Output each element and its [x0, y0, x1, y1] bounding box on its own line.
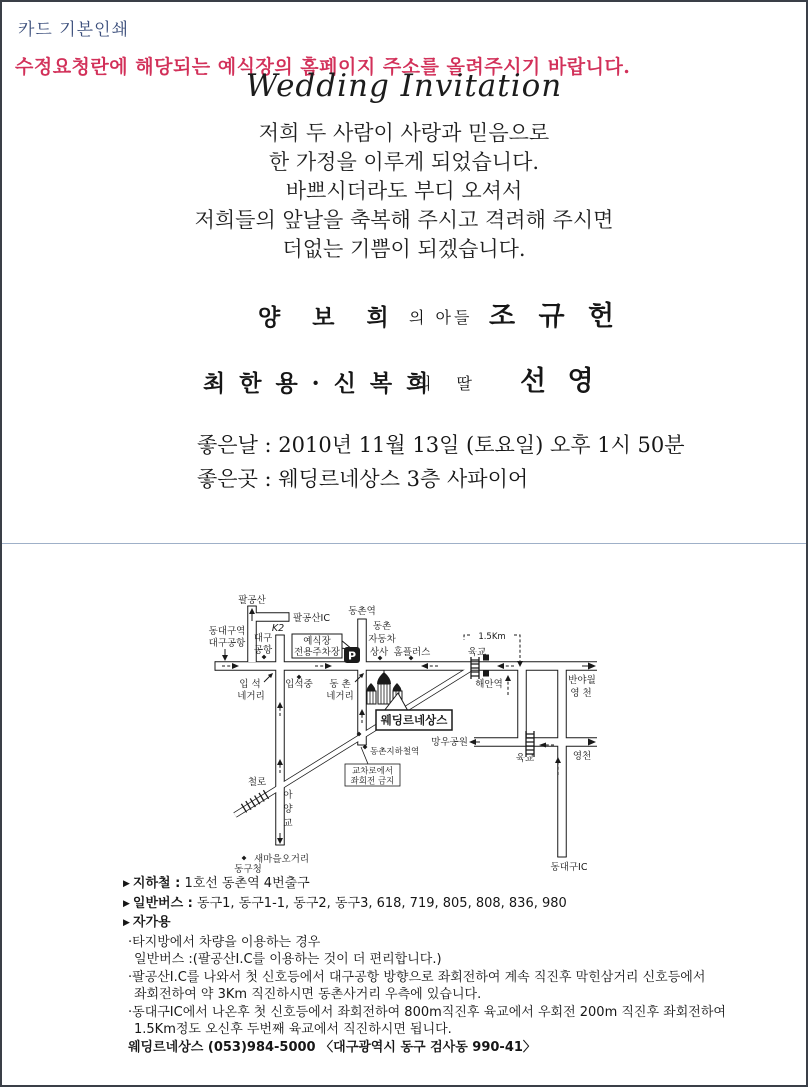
label-banyawol: 반야월	[568, 675, 596, 686]
message-line: 더없는 기쁨이 되겠습니다.	[282, 237, 526, 261]
groom-relation: 의 아들	[409, 308, 473, 327]
message-line: 바쁘시더라도 부디 오셔서	[285, 179, 523, 203]
bus-direction	[123, 896, 783, 912]
map-labels	[209, 594, 596, 875]
wedding-venue-line: 좋은곳 : 웨딩르네상스 3층 사파이어	[197, 467, 529, 491]
landmark-square	[483, 671, 489, 677]
bride-relation: 의 딸	[416, 374, 482, 393]
venue-label: 웨딩르네상스	[380, 713, 448, 727]
label-dongdaegu-ic: 동대구IC	[550, 862, 588, 873]
car-note: ·동대구IC에서 나온후 첫 신호등에서 좌회전하여 800m직진후 육교에서 우회전 200m 직진후 좌회전하여	[128, 1004, 726, 1020]
map-roads	[215, 606, 597, 857]
label-haean-station: 해안역	[475, 679, 503, 690]
car-note: 좌회전하여 약 3Km 직진하시면 동촌사거리 우측에 있습니다.	[134, 987, 482, 1002]
overpass-icon-1	[471, 657, 479, 679]
list-marker-icon: ▶	[123, 898, 130, 909]
label-homeplus: 홈플러스	[393, 647, 431, 658]
car-notes	[128, 935, 783, 1038]
label-overpass-2: 육교	[515, 753, 535, 764]
label-dongchon-station: 동촌역	[348, 606, 376, 617]
road-network-casing	[215, 606, 597, 857]
page-title: 카드 기본인쇄	[18, 20, 129, 40]
groom-name: 조 규 헌	[489, 301, 622, 332]
label-dongchon-cross-2: 네거리	[326, 691, 354, 702]
bride-parents: 최 한 용 · 신 복 희	[203, 370, 432, 397]
venue-contact: 웨딩르네상스 (053)984-5000 〈대구광역시 동구 검사동 990-41〉	[128, 1039, 536, 1055]
directions	[123, 876, 783, 1055]
groom-parents: 양 보 희	[258, 304, 401, 331]
label-ayang-3: 교	[283, 818, 293, 829]
car-direction	[123, 915, 783, 931]
label-ipseok-2: 네거리	[237, 691, 265, 702]
section-divider	[2, 543, 806, 544]
car-note: ·팔공산I.C를 나와서 첫 신호등에서 대구공항 방향으로 좌회전하여 계속 직진후 막힌삼거리 신호등에서	[128, 969, 706, 985]
subway-value: 1호선 동촌역 4번출구	[184, 876, 310, 891]
road-network-surface	[215, 606, 597, 857]
label-saemaeul: 새마을오거리	[254, 854, 310, 865]
parking-label-1: 예식장	[303, 636, 331, 647]
label-mangwoo-park: 망우공원	[431, 737, 468, 748]
edit-request-notice: 수정요청란에 해당되는 예식장의 홈페이지 주소를 올려주시기 바랍니다.	[15, 56, 631, 78]
bride-name: 선 영	[520, 366, 600, 397]
car-note: 1.5Km정도 오신후 두번째 육교에서 직진하시면 됩니다.	[134, 1022, 452, 1037]
bus-label: 일반버스 :	[132, 895, 193, 911]
label-overpass-1: 육교	[467, 647, 487, 658]
label-daegu: 대구	[253, 633, 273, 644]
car-label: 자가용	[132, 915, 171, 930]
car-note: 일반버스 :(팔공산I.C를 이용하는 것이 더 편리합니다.)	[134, 952, 442, 967]
label-palgongsan: 팔공산	[238, 595, 266, 606]
label-donggu-office: 동구청	[234, 864, 262, 875]
label-sangsa: 상사	[369, 647, 389, 658]
parking-label-2: 전용주차장	[294, 647, 340, 658]
svg-text:좌회전 금지: 좌회전 금지	[350, 776, 395, 787]
label-k2: K2	[271, 623, 285, 634]
label-railroad: 철로	[247, 777, 267, 788]
label-daegu-airport: 대구공항	[208, 638, 246, 649]
list-marker-icon: ▶	[123, 879, 130, 889]
label-distance: 1.5Km	[478, 632, 506, 642]
svg-text:교차로에서: 교차로에서	[351, 766, 394, 777]
label-ayang-2: 양	[283, 804, 293, 815]
callout-line	[361, 747, 368, 764]
bus-value: 동구1, 동구1-1, 동구2, 동구3, 618, 719, 805, 808, 836, 980	[197, 895, 567, 911]
message-line: 저희 두 사람이 사랑과 믿음으로	[258, 121, 550, 145]
label-dongchon-subway: 동촌지하철역	[370, 747, 420, 757]
subway-direction	[123, 876, 783, 892]
label-ipseokjung: 입석중	[285, 679, 313, 690]
label-gonghang: 공항	[253, 645, 273, 656]
svg-text:P: P	[347, 649, 357, 663]
label-jadongcha: 자동차	[368, 634, 396, 645]
label-dongchon-cross-1: 동 촌	[329, 679, 351, 690]
parking-callout	[292, 634, 360, 663]
label-dongchon: 동촌	[372, 621, 392, 632]
car-note: ·타지방에서 차량을 이용하는 경우	[128, 934, 321, 950]
wedding-date-line: 좋은날 : 2010년 11월 13일 (토요일) 오후 1시 50분	[197, 433, 685, 457]
label-dongdaegu-station: 동대구역	[208, 626, 246, 637]
label-ipseok-1: 입 석	[239, 679, 261, 690]
list-marker-icon: ▶	[123, 918, 130, 928]
invitation-message	[2, 119, 806, 264]
script-title: Wedding Invitation	[245, 68, 563, 104]
label-yeongcheon-upper: 영 천	[570, 688, 592, 699]
label-yeongcheon-lower: 영천	[572, 751, 592, 762]
label-ayang-1: 아	[283, 790, 293, 801]
subway-label: 지하철 :	[132, 876, 181, 891]
map-canvas	[112, 587, 702, 883]
message-line: 저희들의 앞날을 축복해 주시고 격려해 주시면	[194, 208, 614, 232]
message-line: 한 가정을 이루게 되었습니다.	[268, 150, 540, 174]
location-map	[112, 587, 702, 883]
label-palgongsan-ic: 팔공산IC	[293, 613, 330, 624]
